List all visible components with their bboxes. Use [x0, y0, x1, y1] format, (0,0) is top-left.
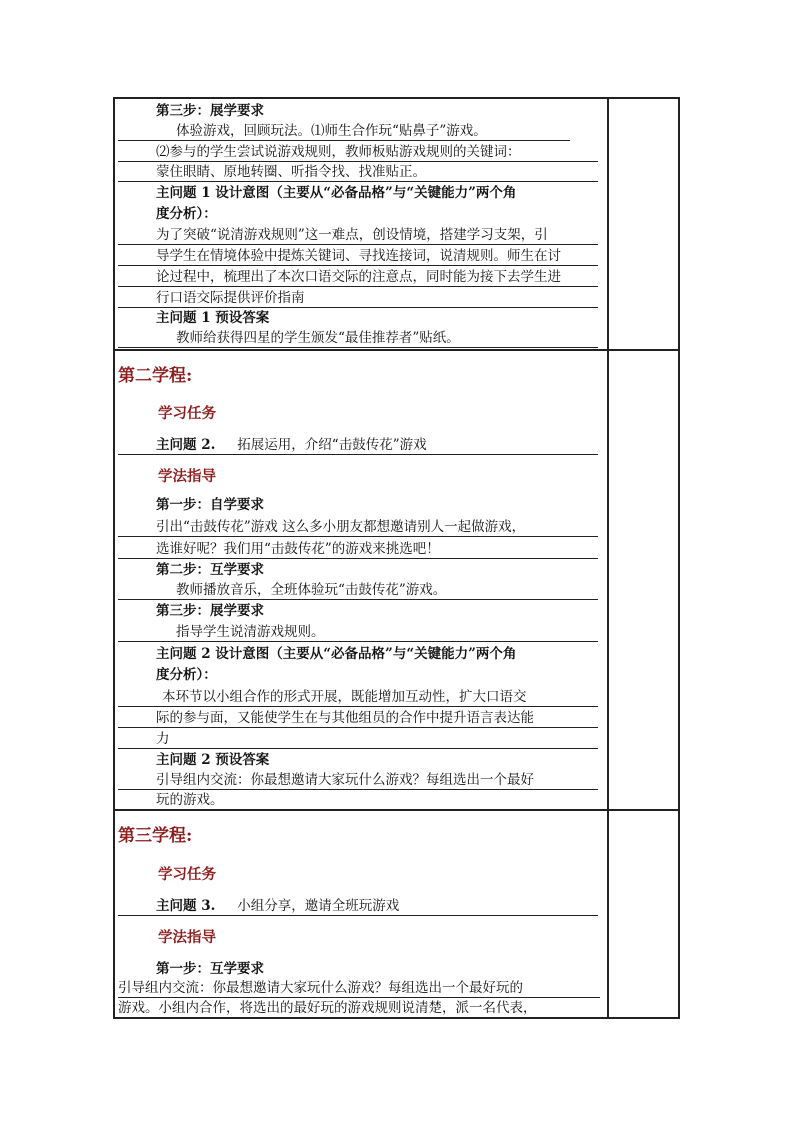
- q2-title: [118, 435, 598, 455]
- row-divider-1: [115, 349, 678, 351]
- s2-step1-line-1: 引出“击鼓传花”游戏 这么多小朋友都想邀请别人一起做游戏，: [118, 517, 598, 537]
- step3-line-1: 体验游戏，回顾玩法。⑴师生合作玩“贴鼻子”游戏。: [118, 121, 570, 141]
- q1-intent-heading-2: 度分析）：: [156, 206, 217, 222]
- q2-answer-line-1: 引导组内交流：你最想邀请大家玩什么游戏？每组选出一个最好: [118, 770, 598, 790]
- lesson-plan-table: [113, 97, 680, 1019]
- q2-intent-heading-2: 度分析）：: [156, 667, 217, 683]
- q1-answer: 教师给获得四星的学生颁发“最佳推荐者”贴纸。: [118, 328, 598, 348]
- s2-step2-heading: 第二步：互学要求: [156, 562, 264, 578]
- q2-text: 拓展运用，介绍“击鼓传花”游戏: [237, 437, 427, 453]
- s3-step1-line-2: 游戏。小组内合作，将选出的最好玩的游戏规则说清楚，派一名代表，: [118, 998, 600, 1018]
- q2-intent-line-1: 本环节以小组合作的形式开展，既能增加互动性，扩大口语交: [118, 687, 598, 707]
- q2-intent-line-2: 际的参与面，又能使学生在与其他组员的合作中提升语言表达能: [118, 708, 598, 728]
- q1-intent-line-2: 导学生在情境体验中提炼关键词、寻找连接词，说清规则。师生在讨: [118, 246, 598, 266]
- q2-answer-line-2: 玩的游戏。: [118, 790, 598, 810]
- section2-title: 第二学程:: [118, 366, 193, 386]
- s3-step1-heading: 第一步：互学要求: [156, 961, 264, 977]
- q1-intent-line-3: 论过程中，梳理出了本次口语交际的注意点，同时能为接下去学生进: [118, 267, 598, 287]
- step3-heading: 第三步：展学要求: [156, 103, 264, 119]
- q1-intent-heading-1: 主问题 1 设计意图（主要从“必备品格”与“关键能力”两个角: [156, 185, 517, 201]
- section3-task-label: 学习任务: [158, 866, 216, 883]
- step3-line-3: 蒙住眼睛、原地转圈、听指令找、找准贴正。: [118, 162, 598, 182]
- s2-step2-line: 教师播放音乐，全班体验玩“击鼓传花”游戏。: [118, 580, 598, 600]
- q2-label: 主问题 2.: [156, 437, 216, 453]
- q1-intent-line-4: 行口语交际提供评价指南: [118, 288, 598, 308]
- s2-step1-heading: 第一步：自学要求: [156, 497, 264, 513]
- column-divider: [607, 99, 609, 1017]
- section3-method-label: 学法指导: [158, 929, 216, 946]
- step3-line-2: ⑵参与的学生尝试说游戏规则，教师板贴游戏规则的关键词：: [118, 142, 598, 162]
- section3-title: 第三学程:: [118, 826, 193, 846]
- q3-title: [118, 896, 598, 916]
- q3-text: 小组分享，邀请全班玩游戏: [237, 898, 400, 914]
- s3-step1-line-1: 引导组内交流：你最想邀请大家玩什么游戏？每组选出一个最好玩的: [118, 978, 600, 998]
- q3-label: 主问题 3.: [156, 898, 216, 914]
- s2-step3-line: 指导学生说清游戏规则。: [118, 622, 598, 642]
- q2-answer-heading: 主问题 2 预设答案: [156, 752, 270, 768]
- s2-step3-heading: 第三步：展学要求: [156, 603, 264, 619]
- q2-intent-heading-1: 主问题 2 设计意图（主要从“必备品格”与“关键能力”两个角: [156, 646, 517, 662]
- q2-intent-line-3: 力: [118, 729, 598, 749]
- section2-task-label: 学习任务: [158, 405, 216, 422]
- q1-answer-heading: 主问题 1 预设答案: [156, 310, 270, 326]
- s2-step1-line-2: 选谁好呢？我们用“击鼓传花”的游戏来挑选吧！: [118, 539, 598, 559]
- section2-method-label: 学法指导: [158, 468, 216, 485]
- q1-intent-line-1: 为了突破“说清游戏规则”这一难点，创设情境，搭建学习支架，引: [118, 225, 598, 245]
